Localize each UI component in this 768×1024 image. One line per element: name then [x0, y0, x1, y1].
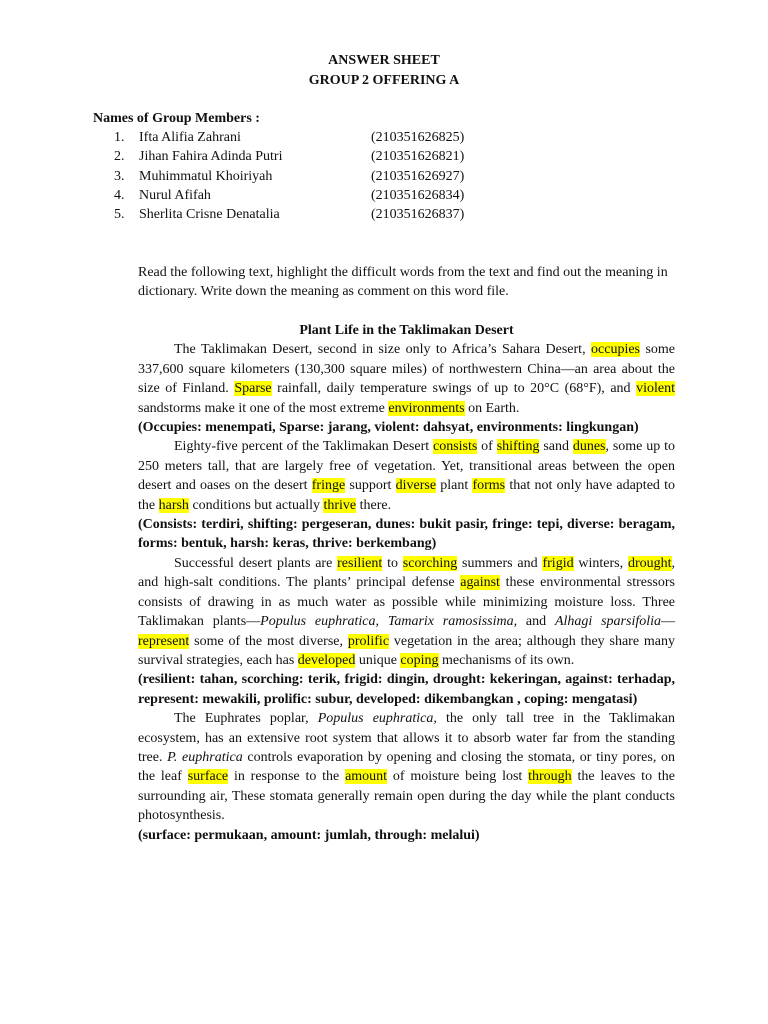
document-header — [0, 51, 768, 90]
member-number: 2. — [114, 149, 125, 165]
paragraph-text: Eighty-five percent of the Taklimakan Desert — [174, 439, 433, 455]
paragraph-text: , and high-salt conditions. The plants’ principal defense — [138, 555, 676, 591]
member-id: (210351626821) — [371, 149, 465, 165]
paragraph-text: conditions but actually — [188, 497, 324, 513]
member-name: Ifta Alifia Zahrani — [139, 130, 241, 145]
paragraph-text: to — [382, 555, 403, 571]
highlighted-word: harsh — [158, 497, 189, 513]
scientific-name: Populus euphratica, Tamarix ramosissima, — [260, 614, 518, 630]
highlighted-word: shifting — [496, 439, 540, 455]
paragraph-text: some 337,600 square kilometers (130,300 square miles) of northwestern China—an area about the size of Finland. — [138, 342, 675, 397]
highlighted-word: forms — [472, 478, 506, 494]
highlighted-word: dunes — [572, 439, 606, 455]
highlighted-word: frigid — [542, 555, 574, 571]
members-heading: Names of Group Members : — [93, 111, 260, 126]
paragraph-text: there. — [356, 497, 392, 513]
paragraph-text: some of the most diverse, — [189, 633, 348, 649]
article-title: Plant Life in the Taklimakan Desert — [299, 323, 514, 338]
highlighted-word: scorching — [402, 555, 458, 571]
article — [138, 321, 675, 845]
paragraph-text: unique — [355, 652, 401, 668]
paragraph-text: vegetation in the area; although they share many survival strategies, each has — [138, 633, 675, 668]
member-number: 5. — [114, 207, 125, 223]
highlighted-word: fringe — [311, 478, 346, 494]
paragraph-text: the only tall tree in the Taklimakan ecosystem, has an extensive root system that allows it to absorb water far from the standing tree. — [138, 711, 676, 765]
paragraph-text: summers and — [457, 555, 543, 571]
member-id: (210351626837) — [371, 207, 465, 223]
paragraph-text: support — [345, 478, 396, 494]
paragraph-text: of — [477, 439, 497, 455]
paragraph-text: — — [661, 614, 676, 630]
member-row — [114, 167, 514, 186]
glossary-line-2: (Consists: terdiri, shifting: pergeseran, dunes: bukit pasir, fringe: tepi, diverse: beragam, forms: bentuk, harsh: keras, thrive: berkembang) — [138, 517, 675, 552]
highlighted-word: diverse — [395, 478, 437, 494]
paragraph-text: and — [517, 614, 555, 630]
highlighted-word: against — [460, 575, 500, 591]
highlighted-word: Sparse — [234, 381, 272, 397]
paragraph-text: that not only have adapted to the — [138, 478, 676, 513]
paragraph-text: The Taklimakan Desert, second in size only to Africa’s Sahara Desert, — [174, 342, 592, 358]
paragraph-text: Successful desert plants are — [174, 555, 338, 571]
highlighted-word: developed — [297, 652, 356, 668]
highlighted-word: violent — [636, 381, 675, 397]
member-name: Muhimmatul Khoiriyah — [139, 168, 273, 184]
paragraph-text: plant — [436, 478, 473, 494]
paragraph-text: on Earth. — [464, 400, 520, 416]
member-id: (210351626927) — [371, 168, 465, 184]
scientific-name: P. euphratica — [167, 749, 243, 765]
paragraph-text: sandstorms make it one of the most extreme — [138, 400, 389, 416]
highlighted-word: amount — [345, 769, 388, 785]
member-name: Sherlita Crisne Denatalia — [139, 207, 280, 223]
member-name: Jihan Fahira Adinda Putri — [139, 149, 283, 165]
highlighted-word: environments — [388, 400, 465, 416]
highlighted-word: thrive — [323, 497, 357, 513]
scientific-name: Populus euphratica, — [317, 711, 437, 727]
member-number: 1. — [114, 130, 125, 145]
glossary-line-4: (surface: permukaan, amount: jumlah, through: melalui) — [138, 827, 480, 843]
highlighted-word: drought — [627, 555, 672, 571]
paragraph-text: mechanisms of its own. — [438, 652, 575, 668]
scientific-name: Alhagi sparsifolia — [554, 614, 662, 630]
members-list — [114, 128, 514, 224]
highlighted-word: prolific — [347, 633, 390, 649]
paragraph-text: sand — [539, 439, 573, 455]
member-id: (210351626825) — [371, 130, 465, 145]
instructions-text: Read the following text, highlight the difficult words from the text and find out the meaning in dictionary. Write down the meaning as comment on this word file. — [138, 265, 668, 300]
document-title: ANSWER SHEET — [328, 53, 440, 68]
highlighted-word: surface — [187, 769, 229, 785]
member-row — [114, 128, 514, 147]
member-number: 3. — [114, 168, 125, 184]
highlighted-word: coping — [400, 652, 439, 668]
member-number: 4. — [114, 187, 125, 203]
paragraph-text: the leaves to the surrounding air, These stomata generally remain open during the day while the plant conducts photosynthesis. — [138, 769, 675, 824]
paragraph-text: rainfall, daily temperature swings of up to 20°C (68°F), and — [271, 381, 637, 397]
paragraph-text: , some up to 250 meters tall, that are largely free of vegetation. Yet, transitional areas between the open desert and oases on the desert — [138, 439, 675, 494]
article-paragraph-2 — [138, 437, 675, 515]
article-paragraph-4 — [138, 709, 675, 825]
paragraph-text: in response to the — [228, 769, 346, 785]
paragraph-text: controls evaporation by opening and closing the stomata, or tiny pores, on the leaf — [138, 749, 676, 785]
highlighted-word: consists — [432, 439, 478, 455]
highlighted-word: represent — [138, 633, 190, 649]
member-row — [114, 186, 514, 205]
member-row — [114, 147, 514, 166]
member-name: Nurul Afifah — [139, 187, 211, 203]
highlighted-word: through — [528, 769, 572, 785]
paragraph-text: The Euphrates poplar, — [174, 711, 318, 727]
document-subtitle: GROUP 2 OFFERING A — [308, 72, 460, 88]
member-row — [114, 205, 514, 224]
paragraph-text: these environmental stressors consists of drawing in as much water as possible while minimizing moisture loss. Three Taklimakan plants— — [138, 575, 675, 630]
article-paragraph-1 — [138, 340, 675, 418]
glossary-line-1: (Occupies: menempati, Sparse: jarang, violent: dahsyat, environments: lingkungan) — [138, 420, 639, 436]
glossary-line-3: (resilient: tahan, scorching: terik, frigid: dingin, drought: kekeringan, against: terhadap, represent: mewakili, prolific: subur, developed: dikembangkan , coping: mengatasi) — [138, 672, 675, 707]
article-paragraph-3 — [138, 554, 675, 670]
paragraph-text: of moisture being lost — [387, 769, 529, 785]
member-id: (210351626834) — [371, 187, 465, 203]
paragraph-text: winters, — [573, 555, 628, 571]
highlighted-word: resilient — [337, 555, 383, 571]
highlighted-word: occupies — [591, 342, 640, 358]
